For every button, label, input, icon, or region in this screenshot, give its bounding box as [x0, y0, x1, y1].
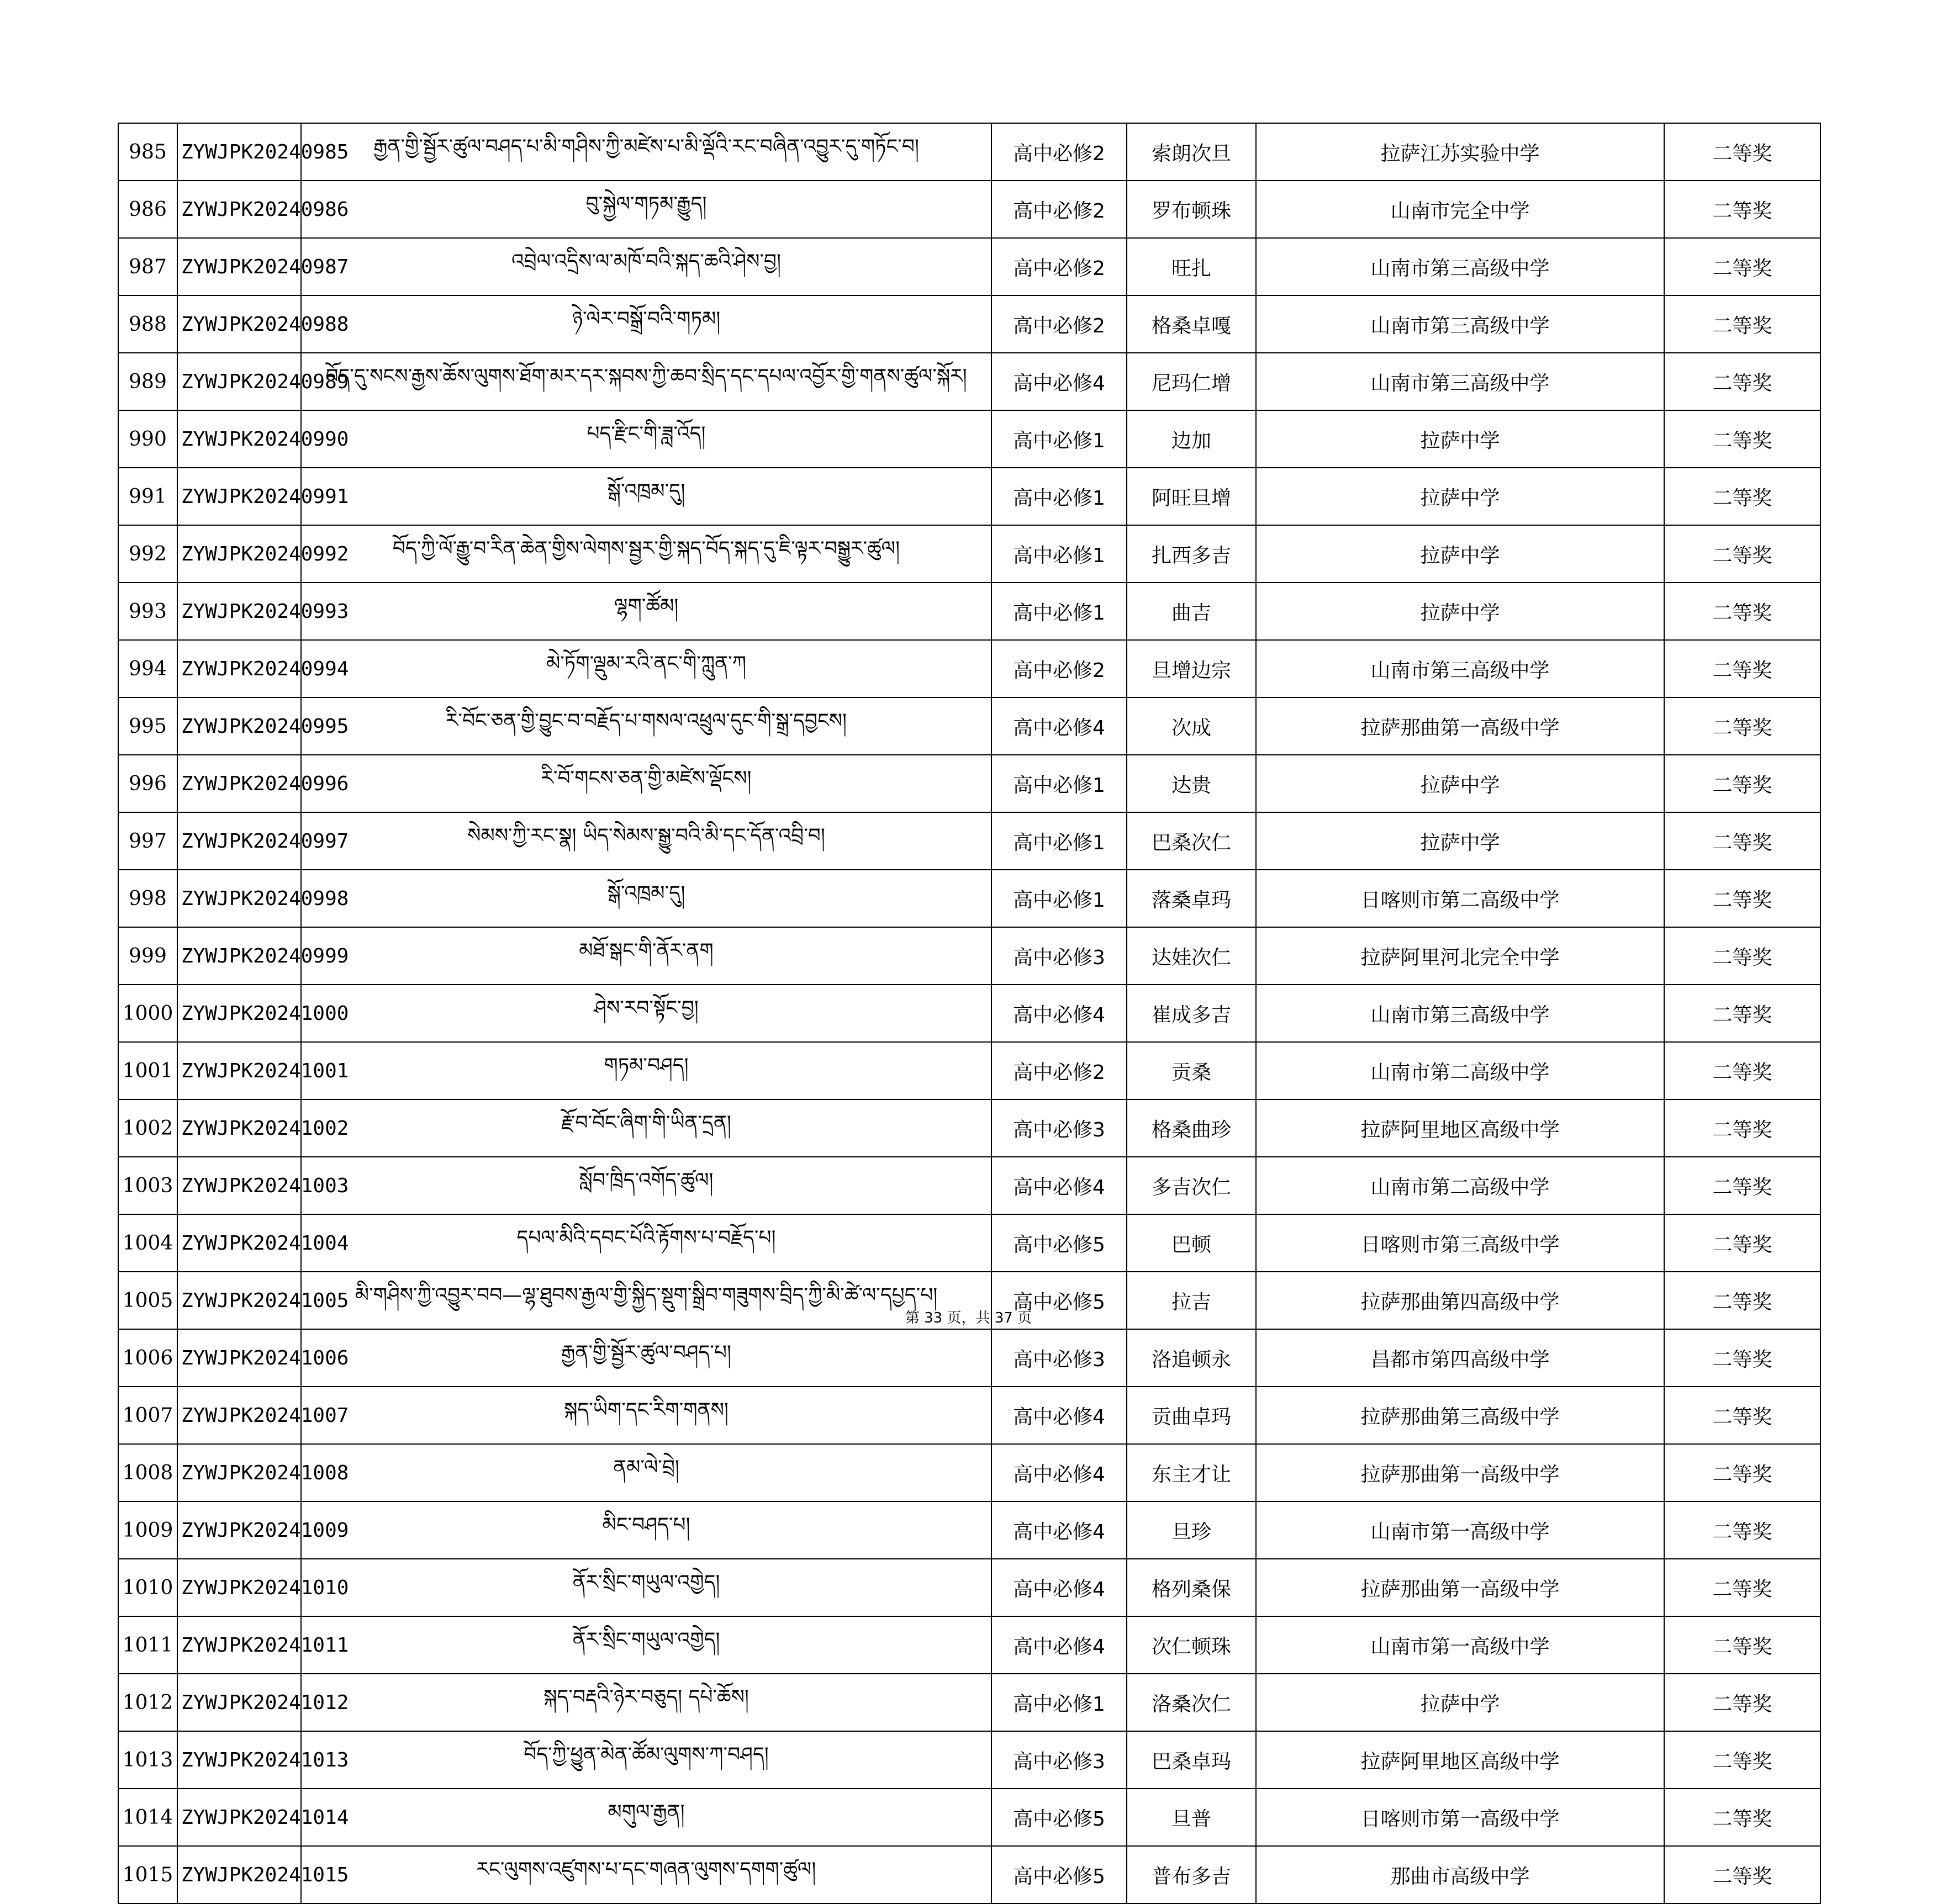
table-row: [118, 1214, 1820, 1272]
entry-code: ZYWJPK20240994: [177, 640, 301, 697]
row-number: 1013: [118, 1731, 177, 1789]
table-row: [118, 1616, 1820, 1674]
entry-title: ཤེས་རབ་སྟོང་བྱ།: [301, 985, 991, 1042]
entry-title: སྐད་ཡིག་དང་རིག་གནས།: [301, 1387, 991, 1444]
entry-title: ནོར་སྲིང་གཡུལ་འགྱེད།: [301, 1616, 991, 1674]
award-level: 二等奖: [1664, 1272, 1820, 1329]
row-number: 987: [118, 238, 177, 295]
table-row: [118, 1329, 1820, 1387]
table-row: [118, 927, 1820, 985]
course-name: 高中必修1: [991, 812, 1127, 870]
author-name: 曲吉: [1127, 583, 1256, 640]
author-name: 达娃次仁: [1127, 927, 1256, 985]
school-name: 山南市第三高级中学: [1256, 238, 1664, 295]
entry-code: ZYWJPK20240998: [177, 870, 301, 927]
row-number: 991: [118, 468, 177, 525]
row-number: 988: [118, 295, 177, 353]
course-name: 高中必修2: [991, 181, 1127, 238]
entry-title: སློབ་ཁྲིད་འགོད་ཚུལ།: [301, 1157, 991, 1214]
entry-title: སྒོ་འཁྲམ་དུ།: [301, 468, 991, 525]
row-number: 990: [118, 410, 177, 468]
row-number: 995: [118, 697, 177, 755]
entry-title: རྒྱན་གྱི་སྦྱོར་ཚུལ་བཤད་པ།: [301, 1329, 991, 1387]
award-level: 二等奖: [1664, 181, 1820, 238]
table-row: [118, 870, 1820, 927]
entry-code: ZYWJPK20240988: [177, 295, 301, 353]
author-name: 洛桑次仁: [1127, 1674, 1256, 1731]
table-row: [118, 1846, 1820, 1903]
entry-code: ZYWJPK20240997: [177, 812, 301, 870]
entry-title: བོད་དུ་སངས་རྒྱས་ཆོས་ལུགས་ཐོག་མར་དར་སྐབས་ཀྱི་ཆབ་སྲིད་དང་དཔལ་འབྱོར་གྱི་གནས་ཚུལ་སྐོར།: [301, 353, 991, 410]
award-level: 二等奖: [1664, 468, 1820, 525]
table-row: [118, 410, 1820, 468]
author-name: 格列桑保: [1127, 1559, 1256, 1616]
table-row: [118, 1501, 1820, 1559]
school-name: 拉萨那曲第一高级中学: [1256, 1444, 1664, 1501]
entry-title: གཏམ་བཤད།: [301, 1042, 991, 1099]
course-name: 高中必修4: [991, 1616, 1127, 1674]
school-name: 拉萨中学: [1256, 410, 1664, 468]
course-name: 高中必修1: [991, 1674, 1127, 1731]
course-name: 高中必修5: [991, 1789, 1127, 1846]
entry-code: ZYWJPK20241013: [177, 1731, 301, 1789]
course-name: 高中必修4: [991, 1501, 1127, 1559]
author-name: 达贵: [1127, 755, 1256, 812]
award-level: 二等奖: [1664, 1329, 1820, 1387]
course-name: 高中必修3: [991, 1731, 1127, 1789]
author-name: 多吉次仁: [1127, 1157, 1256, 1214]
row-number: 1011: [118, 1616, 177, 1674]
entry-title: རི་བོ་གངས་ཅན་གྱི་མཛེས་ལྡོངས།: [301, 755, 991, 812]
author-name: 洛追顿永: [1127, 1329, 1256, 1387]
author-name: 次成: [1127, 697, 1256, 755]
row-number: 998: [118, 870, 177, 927]
course-name: 高中必修1: [991, 410, 1127, 468]
entry-title: རྒྱན་གྱི་སྦྱོར་ཚུལ་བཤད་པ་མི་གཤིས་ཀྱི་མཛེས་པ་མི་ལྡོའི་རང་བཞིན་འབྱུར་དུ་གཏོང་བ།: [301, 123, 991, 181]
award-level: 二等奖: [1664, 1846, 1820, 1903]
school-name: 拉萨阿里地区高级中学: [1256, 1731, 1664, 1789]
table-row: [118, 295, 1820, 353]
award-level: 二等奖: [1664, 985, 1820, 1042]
row-number: 989: [118, 353, 177, 410]
school-name: 拉萨那曲第四高级中学: [1256, 1272, 1664, 1329]
row-number: 1015: [118, 1846, 177, 1903]
school-name: 拉萨阿里河北完全中学: [1256, 927, 1664, 985]
author-name: 普布多吉: [1127, 1846, 1256, 1903]
award-level: 二等奖: [1664, 1157, 1820, 1214]
entry-code: ZYWJPK20241011: [177, 1616, 301, 1674]
entry-title: དཔལ་མིའི་དབང་པོའི་རྟོགས་པ་བརྗོད་པ།: [301, 1214, 991, 1272]
course-name: 高中必修4: [991, 985, 1127, 1042]
school-name: 山南市第三高级中学: [1256, 640, 1664, 697]
page-footer: 第 33 页，共 37 页: [905, 1310, 1032, 1326]
entry-code: ZYWJPK20240999: [177, 927, 301, 985]
school-name: 拉萨中学: [1256, 812, 1664, 870]
entry-code: ZYWJPK20241010: [177, 1559, 301, 1616]
author-name: 崔成多吉: [1127, 985, 1256, 1042]
course-name: 高中必修5: [991, 1846, 1127, 1903]
course-name: 高中必修4: [991, 1157, 1127, 1214]
course-name: 高中必修4: [991, 697, 1127, 755]
entry-code: ZYWJPK20241001: [177, 1042, 301, 1099]
row-number: 1006: [118, 1329, 177, 1387]
award-level: 二等奖: [1664, 640, 1820, 697]
award-level: 二等奖: [1664, 870, 1820, 927]
course-name: 高中必修1: [991, 583, 1127, 640]
course-name: 高中必修3: [991, 1099, 1127, 1157]
author-name: 贡曲卓玛: [1127, 1387, 1256, 1444]
entry-title: མཐོ་སྒང་གི་ནོར་ནག: [301, 927, 991, 985]
course-name: 高中必修4: [991, 1444, 1127, 1501]
author-name: 旦增边宗: [1127, 640, 1256, 697]
school-name: 拉萨江苏实验中学: [1256, 123, 1664, 181]
award-level: 二等奖: [1664, 525, 1820, 583]
entry-code: ZYWJPK20241009: [177, 1501, 301, 1559]
award-level: 二等奖: [1664, 1444, 1820, 1501]
author-name: 次仁顿珠: [1127, 1616, 1256, 1674]
table-row: [118, 985, 1820, 1042]
entry-title: འབྲེལ་འདྲིས་ལ་མཁོ་བའི་སྐད་ཆའི་ཤེས་བྱ།: [301, 238, 991, 295]
row-number: 996: [118, 755, 177, 812]
table-row: [118, 812, 1820, 870]
entry-code: ZYWJPK20241005: [177, 1272, 301, 1329]
entry-code: ZYWJPK20240990: [177, 410, 301, 468]
entry-code: ZYWJPK20241004: [177, 1214, 301, 1272]
entry-title: ནོར་སྲིང་གཡུལ་འགྱེད།: [301, 1559, 991, 1616]
school-name: 山南市完全中学: [1256, 181, 1664, 238]
award-level: 二等奖: [1664, 410, 1820, 468]
school-name: 日喀则市第三高级中学: [1256, 1214, 1664, 1272]
award-level: 二等奖: [1664, 1731, 1820, 1789]
award-level: 二等奖: [1664, 1789, 1820, 1846]
school-name: 山南市第一高级中学: [1256, 1616, 1664, 1674]
table-row: [118, 1789, 1820, 1846]
entry-title: སྐད་བརྡའི་ཉེར་བཅུད། དཔེ་ཆོས།: [301, 1674, 991, 1731]
school-name: 日喀则市第一高级中学: [1256, 1789, 1664, 1846]
course-name: 高中必修1: [991, 755, 1127, 812]
entry-title: ནམ་ལེ་བྲེ།: [301, 1444, 991, 1501]
award-level: 二等奖: [1664, 755, 1820, 812]
author-name: 阿旺旦增: [1127, 468, 1256, 525]
course-name: 高中必修4: [991, 353, 1127, 410]
entry-title: མེ་ཏོག་ལྡུམ་རའི་ནང་གི་ཀླུན་ཀ: [301, 640, 991, 697]
award-level: 二等奖: [1664, 697, 1820, 755]
row-number: 1014: [118, 1789, 177, 1846]
course-name: 高中必修5: [991, 1272, 1127, 1329]
course-name: 高中必修5: [991, 1214, 1127, 1272]
author-name: 索朗次旦: [1127, 123, 1256, 181]
table-row: [118, 1099, 1820, 1157]
course-name: 高中必修4: [991, 1559, 1127, 1616]
row-number: 993: [118, 583, 177, 640]
entry-code: ZYWJPK20241002: [177, 1099, 301, 1157]
table-row: [118, 1387, 1820, 1444]
row-number: 1005: [118, 1272, 177, 1329]
school-name: 拉萨阿里地区高级中学: [1256, 1099, 1664, 1157]
table-row: [118, 640, 1820, 697]
table-row: [118, 1731, 1820, 1789]
entry-code: ZYWJPK20240987: [177, 238, 301, 295]
table-row: [118, 525, 1820, 583]
row-number: 1007: [118, 1387, 177, 1444]
row-number: 999: [118, 927, 177, 985]
school-name: 拉萨中学: [1256, 1674, 1664, 1731]
course-name: 高中必修2: [991, 295, 1127, 353]
award-level: 二等奖: [1664, 1616, 1820, 1674]
award-level: 二等奖: [1664, 1559, 1820, 1616]
table-row: [118, 181, 1820, 238]
table-row: [118, 1444, 1820, 1501]
table-row: [118, 238, 1820, 295]
award-level: 二等奖: [1664, 927, 1820, 985]
entry-code: ZYWJPK20241014: [177, 1789, 301, 1846]
course-name: 高中必修3: [991, 927, 1127, 985]
entry-code: ZYWJPK20241008: [177, 1444, 301, 1501]
entry-title: སྒོ་འཁྲམ་དུ།: [301, 870, 991, 927]
award-level: 二等奖: [1664, 1214, 1820, 1272]
award-level: 二等奖: [1664, 295, 1820, 353]
table-row: [118, 583, 1820, 640]
entry-title: ཉེ་ལེར་བསྒྲོ་བའི་གཏམ།: [301, 295, 991, 353]
entry-code: ZYWJPK20240991: [177, 468, 301, 525]
award-level: 二等奖: [1664, 583, 1820, 640]
school-name: 日喀则市第二高级中学: [1256, 870, 1664, 927]
table-row: [118, 697, 1820, 755]
school-name: 拉萨那曲第一高级中学: [1256, 1559, 1664, 1616]
course-name: 高中必修1: [991, 870, 1127, 927]
school-name: 山南市第一高级中学: [1256, 1501, 1664, 1559]
course-name: 高中必修2: [991, 640, 1127, 697]
entry-title: སེམས་ཀྱི་རང་སྣ། ཡིད་སེམས་སྒྱུ་བའི་མི་དང་དོན་འབྲི་བ།: [301, 812, 991, 870]
award-level: 二等奖: [1664, 353, 1820, 410]
table-row: [118, 1042, 1820, 1099]
entry-code: ZYWJPK20240985: [177, 123, 301, 181]
course-name: 高中必修1: [991, 468, 1127, 525]
school-name: 山南市第二高级中学: [1256, 1157, 1664, 1214]
author-name: 扎西多吉: [1127, 525, 1256, 583]
entry-code: ZYWJPK20240986: [177, 181, 301, 238]
award-level: 二等奖: [1664, 1042, 1820, 1099]
row-number: 985: [118, 123, 177, 181]
row-number: 1002: [118, 1099, 177, 1157]
author-name: 边加: [1127, 410, 1256, 468]
school-name: 山南市第二高级中学: [1256, 1042, 1664, 1099]
school-name: 拉萨中学: [1256, 468, 1664, 525]
entry-title: བོད་ཀྱི་ཕྱུན་མེན་ཚོམ་ལུགས་ཀ་བཤད།: [301, 1731, 991, 1789]
row-number: 1008: [118, 1444, 177, 1501]
table-row: [118, 353, 1820, 410]
author-name: 格桑卓嘎: [1127, 295, 1256, 353]
entry-title: རང་ལུགས་འཛུགས་པ་དང་གཞན་ལུགས་དགག་ཚུལ།: [301, 1846, 991, 1903]
table-row: [118, 1157, 1820, 1214]
row-number: 986: [118, 181, 177, 238]
school-name: 拉萨中学: [1256, 755, 1664, 812]
author-name: 落桑卓玛: [1127, 870, 1256, 927]
author-name: 东主才让: [1127, 1444, 1256, 1501]
author-name: 旦普: [1127, 1789, 1256, 1846]
row-number: 992: [118, 525, 177, 583]
school-name: 拉萨中学: [1256, 525, 1664, 583]
row-number: 1012: [118, 1674, 177, 1731]
entry-title: མགུལ་རྒྱན།: [301, 1789, 991, 1846]
award-level: 二等奖: [1664, 1387, 1820, 1444]
entry-title: མིང་བཤད་པ།: [301, 1501, 991, 1559]
entry-code: ZYWJPK20241007: [177, 1387, 301, 1444]
course-name: 高中必修2: [991, 238, 1127, 295]
school-name: 拉萨那曲第三高级中学: [1256, 1387, 1664, 1444]
table-row: [118, 755, 1820, 812]
author-name: 巴桑次仁: [1127, 812, 1256, 870]
entry-title: རི་བོང་ཅན་གྱི་བྱུང་བ་བརྗོད་པ་གསལ་འཕྲུལ་དུང་གི་སྒྲ་དབྱངས།: [301, 697, 991, 755]
award-level: 二等奖: [1664, 812, 1820, 870]
school-name: 那曲市高级中学: [1256, 1846, 1664, 1903]
school-name: 昌都市第四高级中学: [1256, 1329, 1664, 1387]
entry-code: ZYWJPK20241003: [177, 1157, 301, 1214]
award-level: 二等奖: [1664, 1099, 1820, 1157]
entry-code: ZYWJPK20241000: [177, 985, 301, 1042]
course-name: 高中必修4: [991, 1387, 1127, 1444]
school-name: 山南市第三高级中学: [1256, 353, 1664, 410]
entry-title: པད་རྫིང་གི་ཟླ་འོད།: [301, 410, 991, 468]
entry-code: ZYWJPK20240989: [177, 353, 301, 410]
course-name: 高中必修2: [991, 1042, 1127, 1099]
entry-title: ལྷག་ཚོམ།: [301, 583, 991, 640]
row-number: 1000: [118, 985, 177, 1042]
author-name: 巴顿: [1127, 1214, 1256, 1272]
author-name: 拉吉: [1127, 1272, 1256, 1329]
row-number: 1003: [118, 1157, 177, 1214]
author-name: 旺扎: [1127, 238, 1256, 295]
table-row: [118, 1674, 1820, 1731]
award-level: 二等奖: [1664, 1501, 1820, 1559]
entry-title: བུ་སྐྱེལ་གཏམ་རྒྱུད།: [301, 181, 991, 238]
table-row: [118, 468, 1820, 525]
author-name: 巴桑卓玛: [1127, 1731, 1256, 1789]
school-name: 拉萨中学: [1256, 583, 1664, 640]
award-level: 二等奖: [1664, 123, 1820, 181]
table-body: [118, 123, 1820, 1903]
row-number: 1004: [118, 1214, 177, 1272]
school-name: 山南市第三高级中学: [1256, 295, 1664, 353]
entry-title: མི་གཤིས་ཀྱི་འབྱུར་བབ—ལྷ་ཐུབས་རྒྱལ་གྱི་སྐྱིད་སྡུག་སྒྲིབ་གཟུགས་བྲིད་ཀྱི་མི་ཚེ་ལ་དཔྱད་པ།: [301, 1272, 991, 1329]
table-row: [118, 123, 1820, 181]
entry-code: ZYWJPK20241012: [177, 1674, 301, 1731]
award-level: 二等奖: [1664, 1674, 1820, 1731]
entry-code: ZYWJPK20241015: [177, 1846, 301, 1903]
awards-table: [118, 123, 1821, 1904]
row-number: 1009: [118, 1501, 177, 1559]
table-row: [118, 1559, 1820, 1616]
author-name: 罗布顿珠: [1127, 181, 1256, 238]
row-number: 1010: [118, 1559, 177, 1616]
author-name: 旦珍: [1127, 1501, 1256, 1559]
row-number: 1001: [118, 1042, 177, 1099]
school-name: 山南市第三高级中学: [1256, 985, 1664, 1042]
author-name: 尼玛仁增: [1127, 353, 1256, 410]
entry-code: ZYWJPK20240992: [177, 525, 301, 583]
entry-code: ZYWJPK20240996: [177, 755, 301, 812]
course-name: 高中必修3: [991, 1329, 1127, 1387]
entry-title: བོད་ཀྱི་ལོ་རྒྱུ་བ་རིན་ཆེན་གྱིས་ལེགས་སྦྱར་གྱི་སྐད་བོད་སྐད་དུ་ཇི་ལྟར་བསྒྱུར་ཚུལ།: [301, 525, 991, 583]
author-name: 贡桑: [1127, 1042, 1256, 1099]
course-name: 高中必修1: [991, 525, 1127, 583]
award-level: 二等奖: [1664, 238, 1820, 295]
entry-code: ZYWJPK20240993: [177, 583, 301, 640]
school-name: 拉萨那曲第一高级中学: [1256, 697, 1664, 755]
row-number: 997: [118, 812, 177, 870]
row-number: 994: [118, 640, 177, 697]
entry-code: ZYWJPK20241006: [177, 1329, 301, 1387]
author-name: 格桑曲珍: [1127, 1099, 1256, 1157]
entry-title: རྗོ་བ་བོང་ཞིག་གི་ཡིན་དྲན།: [301, 1099, 991, 1157]
course-name: 高中必修2: [991, 123, 1127, 181]
entry-code: ZYWJPK20240995: [177, 697, 301, 755]
